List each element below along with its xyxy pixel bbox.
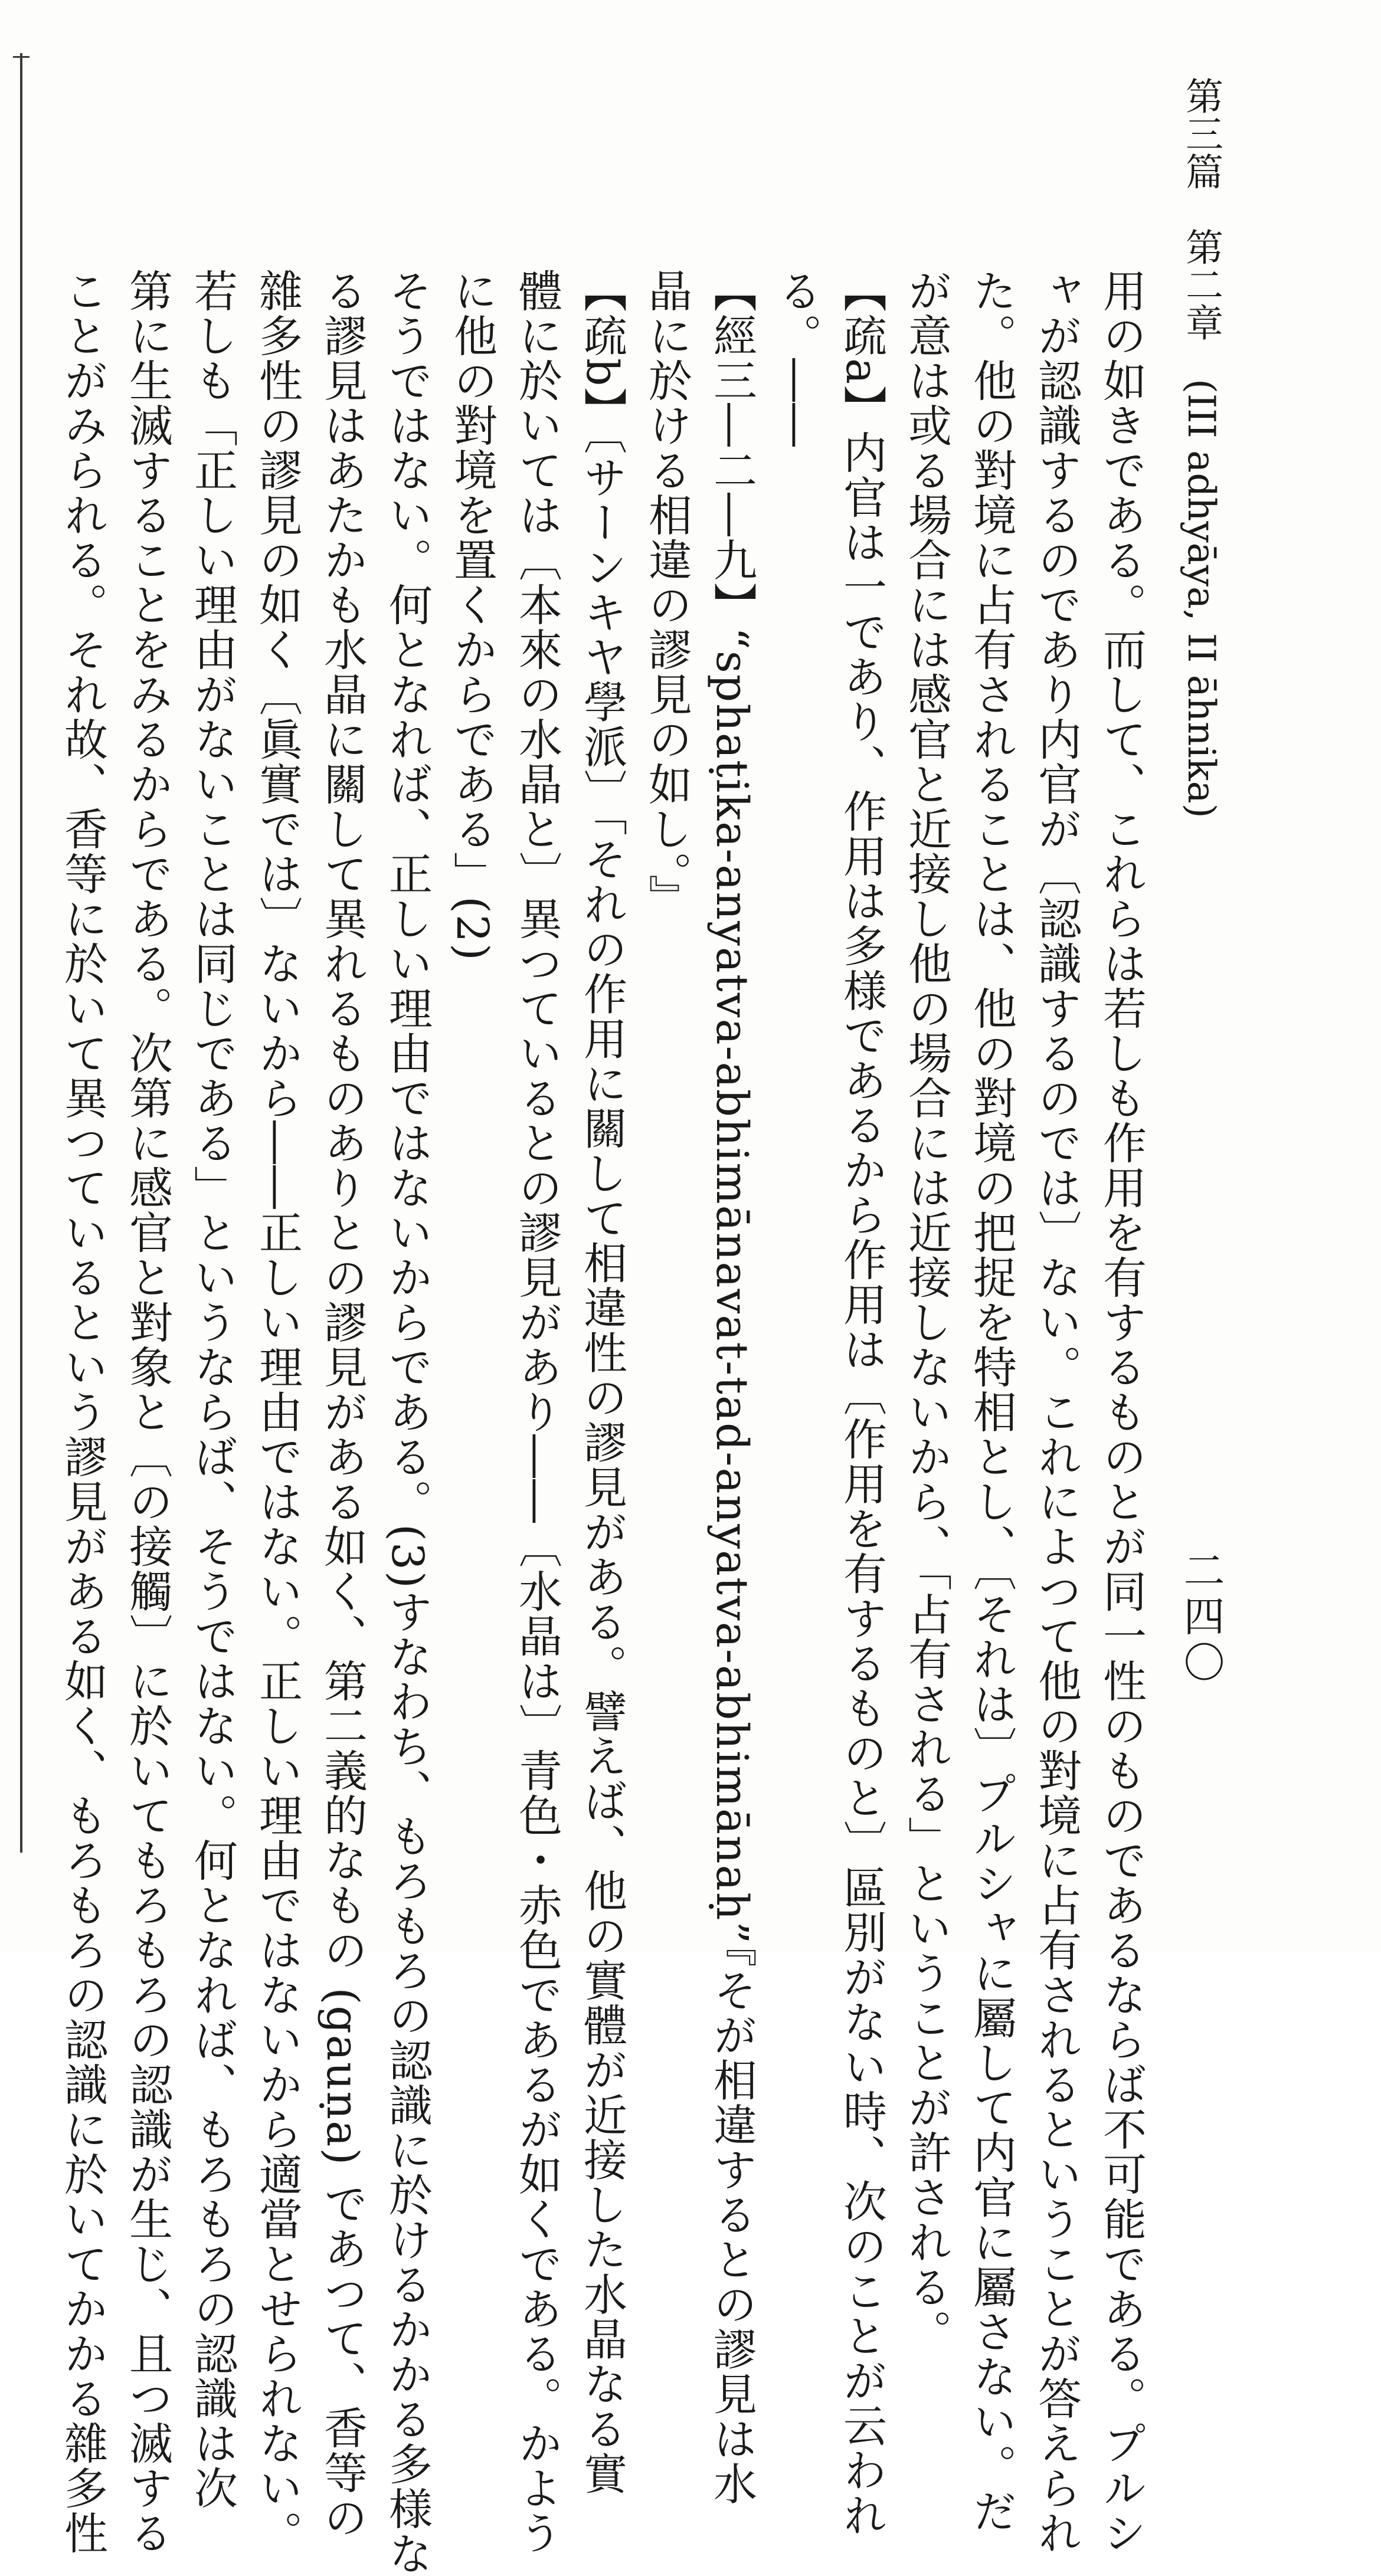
text-line: 【疏a】内官は一であり、作用は多様であるから作用は〔作用を有するものと〕區別がない時、次のことが云われ: [836, 268, 887, 2538]
text-line: る。――: [771, 268, 822, 448]
text-line: 體に於いては〔本來の水晶と〕異つているとの謬見があり――〔水晶は〕青色・赤色であるが如くである。かよう: [512, 268, 562, 2555]
page-number: 二四〇: [1177, 1549, 1225, 1687]
text-line: ことがみられる。それ故、香等に於いて異つているという謬見がある如く、もろもろの認識に於いてかかる雜多性: [57, 268, 108, 2555]
text-line: た。他の對境に占有されることは、他の對境の把捉を特相とし、〔それは〕プルシャに屬して内官に屬さない。だ: [966, 268, 1017, 2534]
text-line: 【經三―二―九】“sphaṭika-anyatva-abhimānavat-tad-anyatva-abhimānaḥ”『そが相違するとの謬見は水: [706, 268, 757, 2506]
text-line: が意は或る場合には感官と近接し他の場合には近接しないから、「占有される」ということが許される。: [901, 268, 952, 2354]
body-text: [57, 268, 1154, 2576]
text-line: 雜多性の謬見の如く〔眞實では〕ないから――正しい理由ではない。正しい理由ではないから適當とせられない。: [252, 268, 303, 2555]
text-line: に他の對境を置くからである」(2): [447, 268, 498, 962]
text-line: 第に生滅することをみるからである。次第に感官と對象と〔の接觸〕に於いてもろもろの認識が生じ、且つ滅する: [122, 268, 173, 2555]
text-line: る謬見はあたかも水晶に關して異れるものありとの謬見がある如く、第二義的なもの (gauṇa) であつて、香等の: [317, 268, 368, 2540]
text-line: 若しも「正しい理由がないことは同じである」というならば、そうではない。何となれば、もろもろの認識は次: [187, 268, 238, 2511]
text-line: そうではない。何となれば、正しい理由ではないからである。(3)すなわち、もろもろの認識に於けるかかる多様な: [382, 268, 433, 2576]
running-header: 第三篇 第二章 (III adhyāya, II āhnika): [1179, 77, 1223, 818]
text-line: 用の如きである。而して、これらは若しも作用を有するものとが同一性のものであるならば不可能である。プルシ: [1096, 268, 1147, 2555]
text-line: 晶に於ける相違の謬見の如し。』: [642, 268, 692, 919]
text-line: 【疏b】〔サーンキヤ學派〕「それの作用に關して相違性の謬見がある。譬えば、他の實體が近接した水晶なる實: [577, 268, 627, 2496]
binding-edge-line: [20, 53, 22, 1853]
text-line: ャが認識するのであり内官が〔認識するのでは〕ない。これによつて他の對境に占有されるということが答えられ: [1031, 268, 1082, 2555]
binding-edge-tick: [13, 56, 30, 58]
